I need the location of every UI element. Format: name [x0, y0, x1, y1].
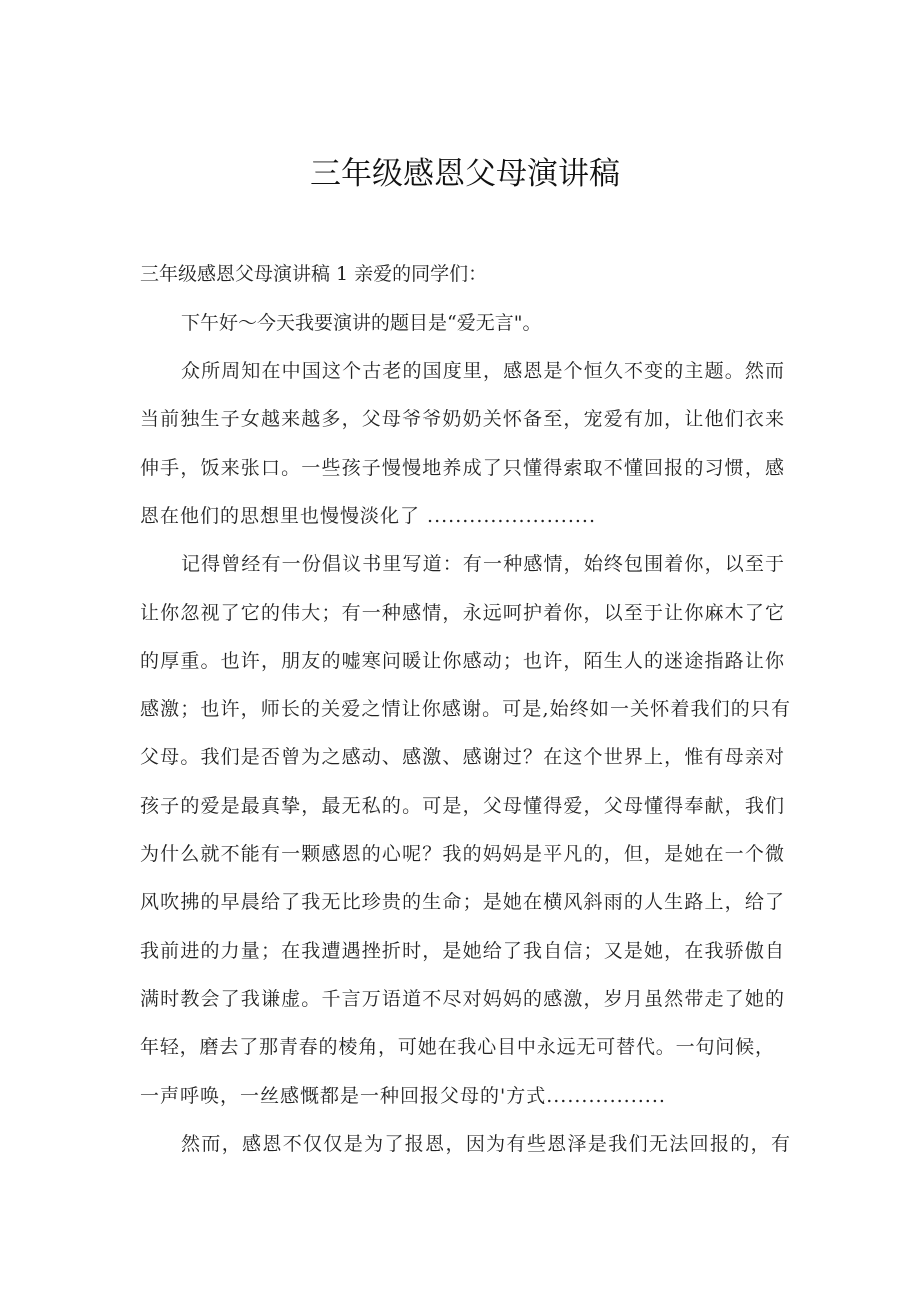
text-line: 然而，感恩不仅仅是为了报恩，因为有些恩泽是我们无法回报的，有	[181, 1133, 790, 1155]
text-line: 让你忽视了它的伟大；有一种感情，永远呵护着你，以至于让你麻木了它	[140, 602, 784, 624]
text-line: 当前独生子女越来越多，父母爷爷奶奶关怀备至，宠爱有加，让他们衣来	[140, 408, 784, 430]
text-line: 一声呼唤，一丝感慨都是一种回报父母的'方式.................	[140, 1085, 666, 1107]
text-line: 风吹拂的早晨给了我无比珍贵的生命；是她在横风斜雨的人生路上，给了	[140, 891, 784, 913]
text-line: 年轻，磨去了那青春的棱角，可她在我心目中永远无可替代。一句问候，	[140, 1036, 774, 1058]
text-line: 感激；也许，师长的关爱之情让你感谢。可是,始终如一关怀着我们的只有	[140, 698, 790, 720]
text-line: 三年级感恩父母演讲稿 1 亲爱的同学们：	[140, 263, 488, 285]
text-line: 众所周知在中国这个古老的国度里，感恩是个恒久不变的主题。然而	[181, 360, 784, 382]
text-line: 恩在他们的思想里也慢慢淡化了 ........................	[140, 505, 596, 527]
text-line: 伸手，饭来张口。一些孩子慢慢地养成了只懂得索取不懂回报的习惯，感	[140, 457, 784, 479]
text-line: 父母。我们是否曾为之感动、感激、感谢过？在这个世界上，惟有母亲对	[140, 746, 784, 768]
text-line: 满时教会了我谦虚。千言万语道不尽对妈妈的感激，岁月虽然带走了她的	[140, 988, 784, 1010]
text-line: 记得曾经有一份倡议书里写道：有一种感情，始终包围着你，以至于	[181, 553, 784, 575]
text-line: 孩子的爱是最真挚，最无私的。可是，父母懂得爱，父母懂得奉献，我们	[140, 795, 784, 817]
document-title: 三年级感恩父母演讲稿	[310, 156, 620, 192]
text-line: 为什么就不能有一颗感恩的心呢？我的妈妈是平凡的，但，是她在一个微	[140, 843, 784, 865]
text-line: 下午好～今天我要演讲的题目是“爱无言"。	[181, 312, 542, 334]
text-line: 的厚重。也许，朋友的嘘寒问暖让你感动；也许，陌生人的迷途指路让你	[140, 650, 784, 672]
text-line: 我前进的力量；在我遭遇挫折时，是她给了我自信；又是她，在我骄傲自	[140, 940, 784, 962]
